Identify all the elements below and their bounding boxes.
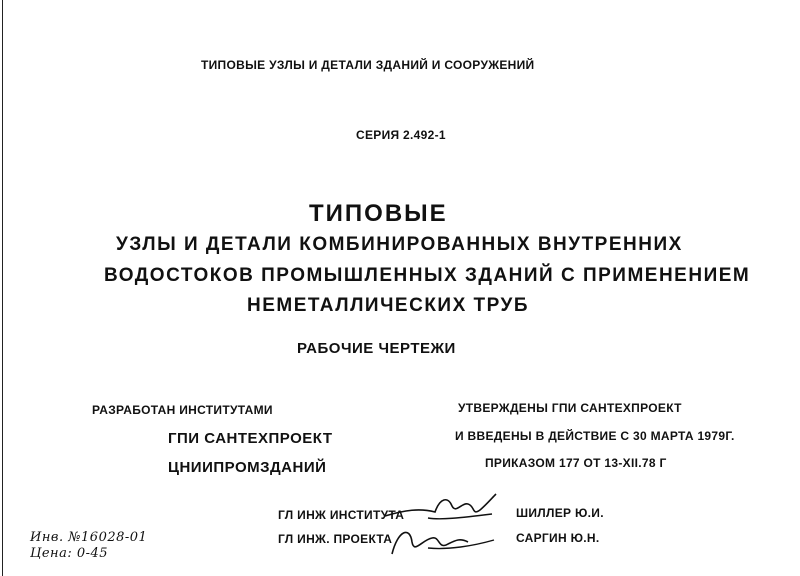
series-number: СЕРИЯ 2.492-1	[356, 128, 446, 142]
document-subtitle: РАБОЧИЕ ЧЕРТЕЖИ	[297, 340, 456, 357]
approval-line-1: УТВЕРЖДЕНЫ ГПИ САНТЕХПРОЕКТ	[458, 401, 682, 415]
approval-line-2: И ВВЕДЕНЫ В ДЕЙСТВИЕ С 30 МАРТА 1979Г.	[455, 429, 735, 443]
developed-label: РАЗРАБОТАН ИНСТИТУТАМИ	[92, 403, 273, 417]
inventory-number: Инв. №16028-01	[30, 530, 148, 545]
document-title: ТИПОВЫЕ	[309, 200, 448, 227]
developer-institute-1: ГПИ САНТЕХПРОЕКТ	[168, 430, 333, 447]
signature-name-2: САРГИН Ю.Н.	[516, 531, 600, 545]
title-line-2: УЗЛЫ И ДЕТАЛИ КОМБИНИРОВАННЫХ ВНУТРЕННИХ	[116, 234, 683, 255]
signature-role-2: ГЛ ИНЖ. ПРОЕКТА	[278, 532, 393, 546]
approval-line-3: ПРИКАЗОМ 177 ОТ 13-XII.78 Г	[485, 456, 667, 470]
signature-name-1: ШИЛЛЕР Ю.И.	[516, 506, 604, 520]
frame-border	[2, 0, 3, 576]
title-line-4: НЕМЕТАЛЛИЧЕСКИХ ТРУБ	[247, 295, 530, 316]
developer-institute-2: ЦНИИПРОМЗДАНИЙ	[168, 459, 327, 476]
collection-title: ТИПОВЫЕ УЗЛЫ И ДЕТАЛИ ЗДАНИЙ И СООРУЖЕНИЙ	[201, 58, 535, 72]
signature-2-image	[388, 520, 498, 560]
signature-role-1: ГЛ ИНЖ ИНСТИТУТА	[278, 508, 405, 522]
title-line-3: ВОДОСТОКОВ ПРОМЫШЛЕННЫХ ЗДАНИЙ С ПРИМЕНЕНИЕМ	[104, 265, 751, 286]
price: Цена: 0-45	[30, 546, 109, 561]
